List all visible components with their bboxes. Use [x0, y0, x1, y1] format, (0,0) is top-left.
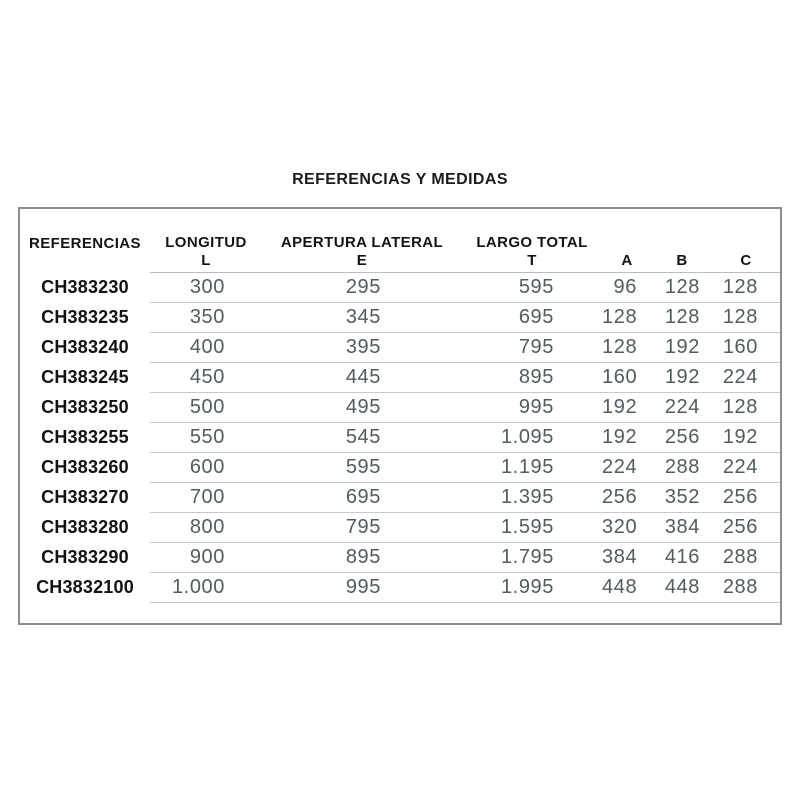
column-name: LARGO TOTAL [476, 234, 588, 251]
reference-cell: CH383280 [41, 517, 129, 537]
value-cell: 995 [462, 393, 602, 423]
value-cell: 160 [602, 363, 652, 393]
value-cell: 128 [602, 333, 652, 363]
column-header-apertura-lateral [262, 209, 462, 273]
table-row [20, 423, 780, 453]
table-row [20, 513, 780, 543]
value-cell: 895 [262, 543, 462, 573]
value-cell: 288 [652, 453, 712, 483]
value-cell: 695 [262, 483, 462, 513]
value-cell: 288 [712, 573, 780, 603]
value-cell: 1.595 [462, 513, 602, 543]
value-cell: 128 [712, 273, 780, 303]
table-row [20, 333, 780, 363]
value-cell: 160 [712, 333, 780, 363]
value-cell: 700 [150, 483, 262, 513]
value-cell: 384 [602, 543, 652, 573]
reference-cell: CH383240 [41, 337, 129, 357]
value-cell: 795 [262, 513, 462, 543]
value-cell: 445 [262, 363, 462, 393]
value-cell: 128 [652, 303, 712, 333]
table-row [20, 543, 780, 573]
reference-cell: CH383270 [41, 487, 129, 507]
column-name: LONGITUD [165, 234, 247, 251]
value-cell: 600 [150, 453, 262, 483]
value-cell: 128 [652, 273, 712, 303]
value-cell: 320 [602, 513, 652, 543]
table-row [20, 573, 780, 603]
value-cell: 416 [652, 543, 712, 573]
value-cell: 895 [462, 363, 602, 393]
value-cell: 128 [712, 303, 780, 333]
header-row [20, 209, 780, 273]
value-cell: 695 [462, 303, 602, 333]
column-name: APERTURA LATERAL [280, 234, 444, 251]
value-cell: 256 [602, 483, 652, 513]
reference-cell: CH383250 [41, 397, 129, 417]
value-cell: 256 [652, 423, 712, 453]
value-cell: 128 [602, 303, 652, 333]
measures-table [20, 209, 780, 603]
value-cell: 448 [602, 573, 652, 603]
value-cell: 345 [262, 303, 462, 333]
reference-cell: CH383230 [41, 277, 129, 297]
value-cell: 352 [652, 483, 712, 513]
reference-cell: CH383290 [41, 547, 129, 567]
value-cell: 795 [462, 333, 602, 363]
table-row [20, 483, 780, 513]
column-header-b [652, 209, 712, 273]
column-unit [20, 253, 150, 271]
measures-table-container [18, 207, 782, 625]
value-cell: 256 [712, 483, 780, 513]
value-cell: 450 [150, 363, 262, 393]
value-cell: 500 [150, 393, 262, 423]
value-cell: 128 [712, 393, 780, 423]
value-cell: 1.395 [462, 483, 602, 513]
column-unit: L [201, 252, 211, 269]
column-header-referencias [20, 209, 150, 273]
value-cell: 192 [602, 393, 652, 423]
value-cell: 395 [262, 333, 462, 363]
value-cell: 595 [262, 453, 462, 483]
value-cell: 192 [652, 333, 712, 363]
value-cell: 288 [712, 543, 780, 573]
value-cell: 384 [652, 513, 712, 543]
value-cell: 224 [712, 453, 780, 483]
column-unit: B [676, 252, 688, 269]
value-cell: 1.000 [150, 573, 262, 603]
value-cell: 495 [262, 393, 462, 423]
value-cell: 256 [712, 513, 780, 543]
value-cell: 400 [150, 333, 262, 363]
column-unit: A [621, 252, 633, 269]
column-unit: E [356, 252, 368, 269]
column-unit: T [527, 252, 537, 269]
table-row [20, 303, 780, 333]
value-cell: 550 [150, 423, 262, 453]
value-cell: 192 [712, 423, 780, 453]
page-title: REFERENCIAS Y MEDIDAS [292, 171, 508, 188]
value-cell: 224 [602, 453, 652, 483]
value-cell: 448 [652, 573, 712, 603]
column-header-a [602, 209, 652, 273]
column-header-longitud [150, 209, 262, 273]
reference-cell: CH3832100 [36, 577, 134, 597]
reference-cell: CH383235 [41, 307, 129, 327]
value-cell: 800 [150, 513, 262, 543]
value-cell: 545 [262, 423, 462, 453]
table-row [20, 363, 780, 393]
column-unit: C [740, 252, 752, 269]
value-cell: 995 [262, 573, 462, 603]
column-name: REFERENCIAS [29, 234, 141, 252]
table-row [20, 273, 780, 303]
value-cell: 1.195 [462, 453, 602, 483]
column-name [602, 234, 652, 252]
column-name [712, 234, 780, 252]
column-header-largo-total [462, 209, 602, 273]
column-name [652, 234, 712, 252]
value-cell: 300 [150, 273, 262, 303]
value-cell: 224 [712, 363, 780, 393]
value-cell: 96 [602, 273, 652, 303]
table-row [20, 393, 780, 423]
table-row [20, 453, 780, 483]
value-cell: 1.095 [462, 423, 602, 453]
reference-cell: CH383260 [41, 457, 129, 477]
value-cell: 224 [652, 393, 712, 423]
value-cell: 1.995 [462, 573, 602, 603]
value-cell: 900 [150, 543, 262, 573]
value-cell: 350 [150, 303, 262, 333]
column-header-c [712, 209, 780, 273]
value-cell: 1.795 [462, 543, 602, 573]
value-cell: 595 [462, 273, 602, 303]
reference-cell: CH383245 [41, 367, 129, 387]
value-cell: 192 [652, 363, 712, 393]
reference-cell: CH383255 [41, 427, 129, 447]
value-cell: 192 [602, 423, 652, 453]
value-cell: 295 [262, 273, 462, 303]
